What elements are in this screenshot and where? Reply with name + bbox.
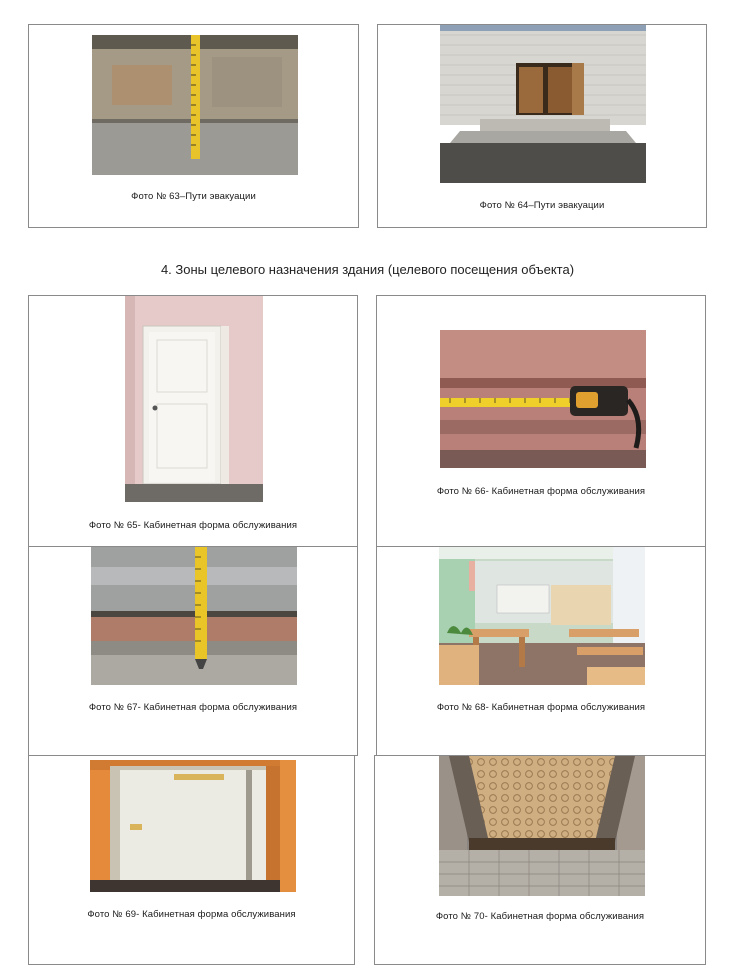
photo-cell-64 xyxy=(377,24,707,228)
building-entrance-photo xyxy=(440,25,646,183)
photo-cell-68 xyxy=(376,546,706,756)
photo-cell-63 xyxy=(28,24,359,228)
photo-caption-63: Фото № 63–Пути эвакуации xyxy=(131,191,256,202)
orange-door-photo xyxy=(90,760,296,892)
photo-cell-70 xyxy=(374,755,706,965)
threshold-tape-photo xyxy=(440,330,646,468)
photo-cell-67 xyxy=(28,546,358,756)
photo-cell-66 xyxy=(376,295,706,547)
classroom-photo xyxy=(439,547,645,685)
step-measure-photo xyxy=(91,547,297,685)
photo-caption-70: Фото № 70- Кабинетная форма обслуживания xyxy=(435,911,645,922)
section-heading: 4. Зоны целевого назначения здания (целевого посещения объекта) xyxy=(160,262,575,277)
photo-cell-65 xyxy=(28,295,358,547)
white-door-photo xyxy=(125,296,263,502)
doorway-floor-photo xyxy=(439,756,645,896)
photo-caption-69: Фото № 69- Кабинетная форма обслуживания xyxy=(87,909,296,920)
photo-caption-65: Фото № 65- Кабинетная форма обслуживания xyxy=(88,520,298,531)
photo-caption-68: Фото № 68- Кабинетная форма обслуживания xyxy=(436,702,646,713)
wall-measure-photo xyxy=(92,35,298,175)
photo-cell-69 xyxy=(28,755,355,965)
photo-caption-64: Фото № 64–Пути эвакуации xyxy=(479,200,605,211)
photo-caption-66: Фото № 66- Кабинетная форма обслуживания xyxy=(436,486,646,497)
photo-caption-67: Фото № 67- Кабинетная форма обслуживания xyxy=(88,702,298,713)
